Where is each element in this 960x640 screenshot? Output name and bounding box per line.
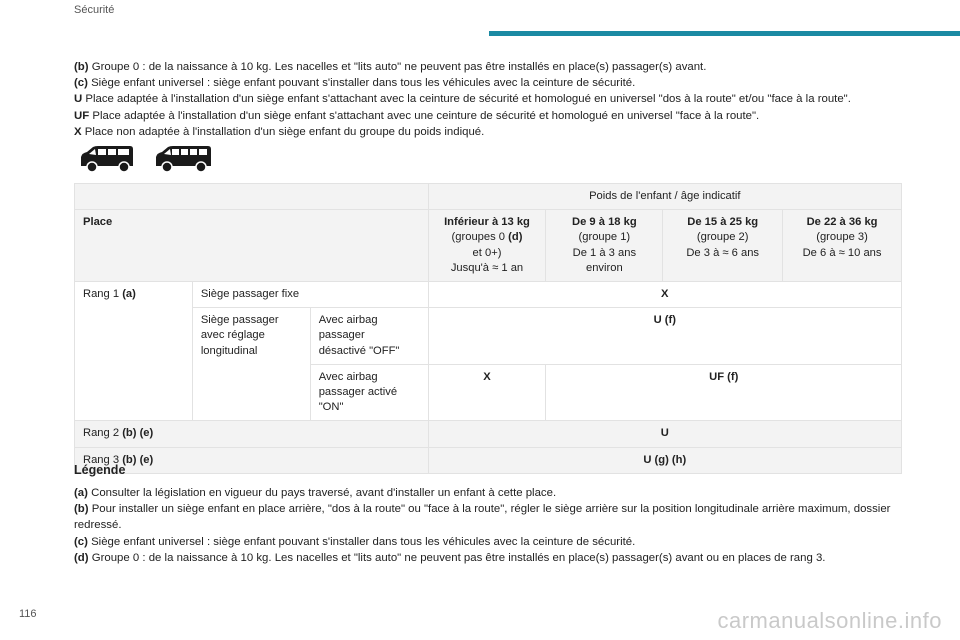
vehicle-icons	[78, 144, 212, 174]
col-header-4: De 22 à 36 kg (groupe 3) De 6 à ≈ 10 ans	[783, 210, 902, 282]
legend-item-c: (c) Siège enfant universel : siège enfant pouvant s'installer dans tous les véhicules avec la ceinture de sécurité.	[74, 535, 636, 548]
adjustable-seat-label: Siège passager avec réglage longitudinal	[192, 308, 310, 421]
section-accent-bar	[489, 31, 960, 36]
table-row	[75, 308, 902, 365]
van-icon	[78, 144, 136, 174]
col-header-1: Inférieur à 13 kg (groupes 0 (d) et 0+) Jusqu'à ≈ 1 an	[428, 210, 546, 282]
col-header-3: De 15 à 25 kg (groupe 2) De 3 à ≈ 6 ans	[663, 210, 783, 282]
watermark: carmanualsonline.info	[717, 608, 942, 633]
table-row	[75, 210, 902, 282]
legend-item-a: (a) Consulter la législation en vigueur du pays traversé, avant d'installer un enfant à cette place.	[74, 487, 557, 499]
table-row	[75, 447, 902, 473]
legend-title: Légende	[74, 463, 126, 477]
child-seat-table	[74, 183, 902, 474]
airbag-off-value: U (f)	[428, 308, 901, 365]
fixed-seat-label: Siège passager fixe	[192, 282, 428, 308]
note-x: X Place non adaptée à l'installation d'un siège enfant du groupe du poids indiqué.	[74, 125, 485, 138]
legend-block	[74, 485, 914, 566]
group-header: Poids de l'enfant / âge indicatif	[428, 184, 901, 210]
rang3-cell: Rang 3 (b) (e)	[75, 447, 429, 473]
table-row	[75, 184, 902, 210]
table-row	[75, 421, 902, 447]
note-c: (c) Siège enfant universel : siège enfant pouvant s'installer dans tous les véhicules avec la ceinture de sécurité.	[74, 77, 636, 90]
rang3-value: U (g) (h)	[428, 447, 901, 473]
airbag-on-value-group0: X	[428, 364, 546, 421]
col-header-2: De 9 à 18 kg (groupe 1) De 1 à 3 ans environ	[546, 210, 663, 282]
van-long-icon	[154, 144, 212, 174]
fixed-seat-value: X	[428, 282, 901, 308]
legend-item-b: (b) Pour installer un siège enfant en place arrière, "dos à la route" ou "face à la route", régler le siège arrière sur la position longitudinale arrière maximum, dossier redressé.	[74, 503, 891, 532]
place-header: Place	[75, 210, 429, 282]
airbag-off-label: Avec airbag passager désactivé "OFF"	[310, 308, 428, 365]
rang2-value: U	[428, 421, 901, 447]
rang2-cell: Rang 2 (b) (e)	[75, 421, 429, 447]
rang1-cell: Rang 1 (a)	[75, 282, 193, 421]
note-u: U Place adaptée à l'installation d'un siège enfant s'attachant avec la ceinture de sécurité et homologué en universel "dos à la route" et/ou "face à la route".	[74, 93, 851, 106]
notes-block	[74, 59, 914, 140]
legend-item-d: (d) Groupe 0 : de la naissance à 10 kg. Les nacelles et "lits auto" ne peuvent pas être installés en place(s) passager(s) avant ou en places de rang 3.	[74, 551, 826, 564]
page-number: 116	[19, 608, 37, 620]
section-title: Sécurité	[74, 4, 115, 16]
note-b: (b) Groupe 0 : de la naissance à 10 kg. Les nacelles et "lits auto" ne peuvent pas être installés en place(s) passager(s) avant.	[74, 61, 707, 73]
note-uf: UF Place adaptée à l'installation d'un siège enfant s'attachant avec une ceinture de sécurité et homologué en universel "face à la route".	[74, 109, 760, 122]
table-row	[75, 282, 902, 308]
airbag-on-label: Avec airbag passager activé "ON"	[310, 364, 428, 421]
airbag-on-value-rest: UF (f)	[546, 364, 902, 421]
